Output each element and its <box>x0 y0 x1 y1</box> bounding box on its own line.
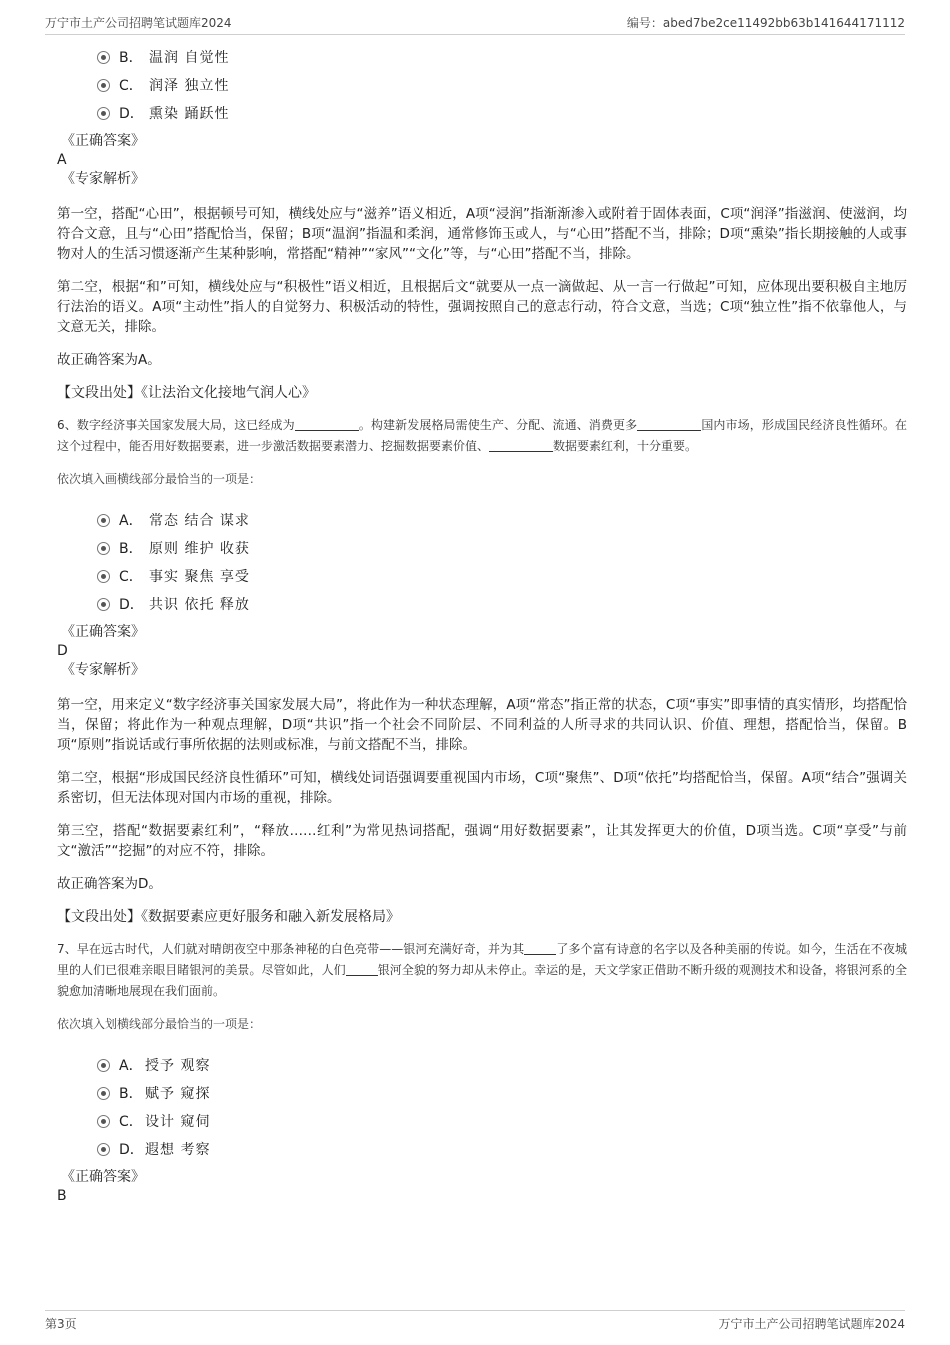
option-letter: D． <box>119 106 144 122</box>
footer-title: 万宁市土产公司招聘笔试题库2024 <box>718 1317 905 1331</box>
q5-options <box>57 44 907 128</box>
answer-label: 《正确答案》 <box>61 133 145 149</box>
q7-option-a[interactable] <box>97 1052 907 1080</box>
q7-option-c[interactable] <box>97 1108 907 1136</box>
fill-blank <box>637 416 701 431</box>
radio-icon[interactable] <box>97 570 110 583</box>
question-text-part: 银河全貌的努力却从未停止。幸运的是，天文学家正借助不断升级的观测技术和设备，将银河系的全貌愈加清晰地展现在我们面前。 <box>57 963 907 998</box>
radio-icon[interactable] <box>97 107 110 120</box>
analysis-label: 《专家解析》 <box>61 662 145 678</box>
question-6-text <box>57 415 907 457</box>
option-text: 事实 聚焦 享受 <box>149 569 250 585</box>
q6-option-b[interactable] <box>97 535 907 563</box>
question-text-part: 了多个富有诗意的名字以及各种美丽的传说。如今，生活在不夜城里的人们已很难亲眼目睹银河的美景。尽管如此，人们 <box>57 942 907 977</box>
analysis-paragraph: 故正确答案为A。 <box>57 352 161 368</box>
option-text: 共识 依托 释放 <box>149 597 250 613</box>
page-header <box>45 12 905 35</box>
analysis-label: 《专家解析》 <box>61 171 145 187</box>
analysis-paragraph: 第一空，搭配“心田”，根据顿号可知，横线处应与“滋养”语义相近，A项“浸润”指渐渐渗入或附着于固体表面，C项“润泽”指滋润、使滋润，均符合文意，且与“心田”搭配恰当，保留；B项“温润”指温和柔润，通常修饰玉或人，与“心田”搭配不当，排除；D项“熏染”指长期接触的人或事物对人的生活习惯逐渐产生某种影响，常搭配“精神”“家风”“文化”等，与“心田”搭配不当，排除。 <box>57 206 907 262</box>
q7-options <box>57 1052 907 1164</box>
option-letter: B． <box>119 541 143 557</box>
fill-blank <box>346 961 378 976</box>
radio-icon[interactable] <box>97 1087 110 1100</box>
option-letter: D． <box>119 1142 144 1158</box>
option-text: 授予 观察 <box>145 1058 211 1074</box>
option-letter: D． <box>119 597 144 613</box>
radio-icon[interactable] <box>97 1115 110 1128</box>
q6-option-c[interactable] <box>97 563 907 591</box>
page-number: 第3页 <box>45 1317 77 1331</box>
question-text-part: 7、早在远古时代，人们就对晴朗夜空中那条神秘的白色亮带——银河充满好奇，并为其 <box>57 942 525 956</box>
q5-option-b[interactable] <box>97 44 907 72</box>
option-letter: C． <box>119 569 143 585</box>
fill-blank <box>295 416 359 431</box>
q7-option-d[interactable] <box>97 1136 907 1164</box>
analysis-paragraph: 第二空，根据“和”可知，横线处应与“积极性”语义相近，且根据后文“就要从一点一滴做起、从一言一行做起”可知，应体现出要积极自主地厉行法治的语义。A项“主动性”指人的自觉努力、积极活动的特性，强调按照自己的意志行动，符合文意，当选；C项“独立性”指不依靠他人，与文意无关，排除。 <box>57 279 907 335</box>
analysis-paragraph: 第三空，搭配“数据要素红利”，“释放……红利”为常见热词搭配，强调“用好数据要素”，让其发挥更大的价值，D项当选。C项“享受”与前文“激活”“挖掘”的对应不符，排除。 <box>57 823 907 859</box>
analysis-paragraph: 第一空，用来定义“数字经济事关国家发展大局”，将此作为一种状态理解，A项“常态”指正常的状态，C项“事实”即事情的真实情形，均搭配恰当，保留；将此作为一种观点理解，D项“共识”指一个社会不同阶层、不同利益的人所寻求的共同认识、价值、理想，搭配恰当，保留。B项“原则”指说话或行事所依据的法则或标准，与前文搭配不当，排除。 <box>57 697 907 753</box>
option-text: 设计 窥伺 <box>145 1114 211 1130</box>
option-text: 熏染 踊跃性 <box>149 106 230 122</box>
option-text: 赋予 窥探 <box>145 1086 211 1102</box>
radio-icon[interactable] <box>97 598 110 611</box>
q5-option-d[interactable] <box>97 100 907 128</box>
analysis-paragraph: 故正确答案为D。 <box>57 876 162 892</box>
option-letter: A． <box>119 1058 143 1074</box>
question-text-part: 国内市场，形成国民经济良性循环。在这个过程中，能否用好数据要素，进一步激活数据要素潜力、挖掘数据要素价值、 <box>57 418 907 453</box>
header-serial-number: 编号：abed7be2ce11492bb63b141644171112 <box>626 16 905 30</box>
page-footer <box>45 1310 905 1335</box>
q7-option-b[interactable] <box>97 1080 907 1108</box>
answer-value: B <box>57 1188 67 1204</box>
option-text: 原则 维护 收获 <box>149 541 250 557</box>
q5-option-c[interactable] <box>97 72 907 100</box>
option-letter: B． <box>119 1086 143 1102</box>
fill-blank <box>524 940 556 955</box>
answer-label: 《正确答案》 <box>61 624 145 640</box>
question-text-part: 。构建新发展格局需使生产、分配、流通、消费更多 <box>358 418 638 432</box>
question-7-text <box>57 939 907 1002</box>
radio-icon[interactable] <box>97 79 110 92</box>
answer-value: D <box>57 643 68 659</box>
header-title: 万宁市土产公司招聘笔试题库2024 <box>45 16 232 30</box>
option-letter: B． <box>119 50 143 66</box>
page-content <box>57 44 907 1206</box>
analysis-paragraph: 第二空，根据“形成国民经济良性循环”可知，横线处词语强调要重视国内市场，C项“聚焦”、D项“依托”均搭配恰当，保留。A项“结合”强调关系密切，但无法体现对国内市场的重视，排除。 <box>57 770 907 806</box>
question-text-part: 数据要素红利，十分重要。 <box>553 439 698 453</box>
radio-icon[interactable] <box>97 542 110 555</box>
source-citation: 【文段出处】《让法治文化接地气润人心》 <box>57 385 316 401</box>
option-text: 遐想 考察 <box>145 1142 211 1158</box>
radio-icon[interactable] <box>97 514 110 527</box>
answer-label: 《正确答案》 <box>61 1169 145 1185</box>
answer-value: A <box>57 152 67 168</box>
question-prompt: 依次填入画横线部分最恰当的一项是： <box>57 472 262 486</box>
q6-options <box>57 507 907 619</box>
question-prompt: 依次填入划横线部分最恰当的一项是： <box>57 1017 262 1031</box>
radio-icon[interactable] <box>97 1059 110 1072</box>
radio-icon[interactable] <box>97 1143 110 1156</box>
question-text-part: 6、数字经济事关国家发展大局，这已经成为 <box>57 418 295 432</box>
fill-blank <box>489 437 553 452</box>
option-text: 润泽 独立性 <box>149 78 230 94</box>
option-text: 温润 自觉性 <box>149 50 230 66</box>
option-letter: C． <box>119 1114 143 1130</box>
q6-option-a[interactable] <box>97 507 907 535</box>
source-citation: 【文段出处】《数据要素应更好服务和融入新发展格局》 <box>57 909 400 925</box>
option-letter: C． <box>119 78 143 94</box>
radio-icon[interactable] <box>97 51 110 64</box>
q6-option-d[interactable] <box>97 591 907 619</box>
option-letter: A． <box>119 513 143 529</box>
option-text: 常态 结合 谋求 <box>149 513 250 529</box>
